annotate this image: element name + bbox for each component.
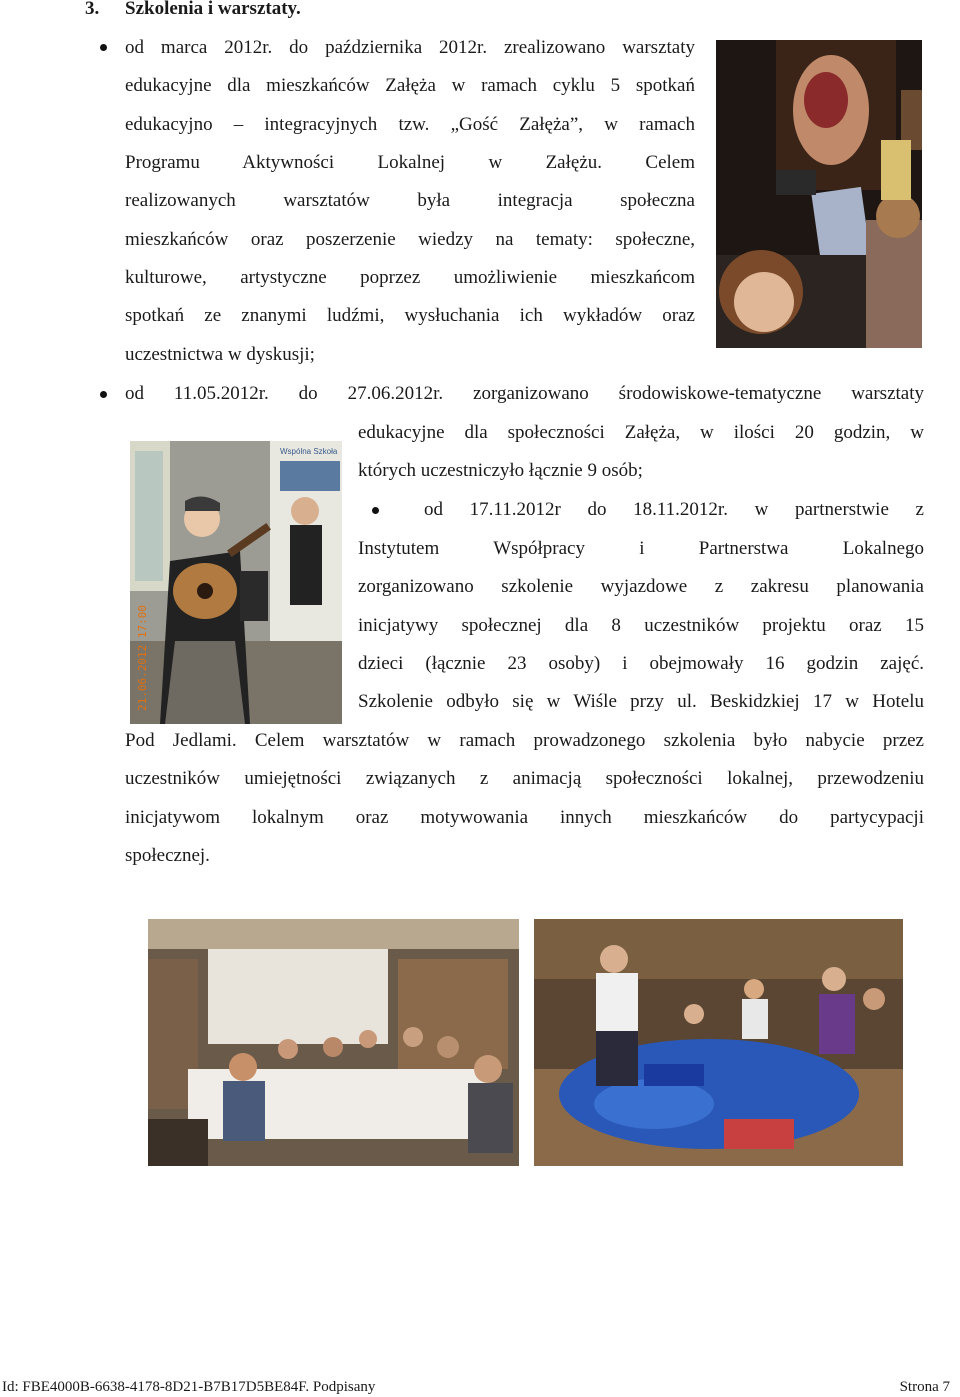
section-title: Szkolenia i warsztaty. xyxy=(125,0,301,19)
photo-children-activity xyxy=(534,919,903,1166)
photo-children-activity-graphic xyxy=(534,919,903,1166)
photo-meeting-room xyxy=(148,919,519,1166)
page-number: Strona 7 xyxy=(899,1379,950,1395)
paragraph-line: Pod Jedlami. Celem warsztatów w ramach prowadzonego szkolenia było nabycie przez xyxy=(125,730,924,751)
paragraph-line: dzieci (łącznie 23 osoby) i obejmowały 16 godzin zajęć. xyxy=(358,653,924,674)
paragraph-line: uczestników umiejętności związanych z animacją społeczności lokalnej, przewodzeniu xyxy=(125,768,924,789)
paragraph-line: edukacyjne dla mieszkańców Załęża w ramach cyklu 5 spotkań xyxy=(125,75,695,96)
bullet-marker xyxy=(372,507,379,514)
paragraph-line: spotkań ze znanymi ludźmi, wysłuchania ich wykładów oraz xyxy=(125,305,695,326)
paragraph-line: Szkolenie odbyło się w Wiśle przy ul. Beskidzkiej 17 w Hotelu xyxy=(358,691,924,712)
paragraph-line: edukacyjno – integracyjnych tzw. „Gość Załęża”, w ramach xyxy=(125,114,695,135)
paragraph-line: realizowanych warsztatów była integracja społeczna xyxy=(125,190,695,211)
photo-date-stamp: 21.06.2012 17:00 xyxy=(136,605,149,711)
photo-stage-performance xyxy=(716,40,922,348)
paragraph-line: od marca 2012r. do października 2012r. zrealizowano warsztaty xyxy=(125,37,695,58)
banner-text: Wspólna Szkoła xyxy=(280,447,338,456)
photo-stage-performance-graphic xyxy=(716,40,922,348)
document-id: Id: FBE4000B-6638-4178-8D21-B7B17D5BE84F. Podpisany xyxy=(2,1379,376,1395)
paragraph-line: od 11.05.2012r. do 27.06.2012r. zorganizowano środowiskowe-tematyczne warsztaty xyxy=(125,383,924,404)
section-heading xyxy=(85,0,301,20)
photo-guitar-performer-graphic xyxy=(130,441,342,724)
paragraph-line: Instytutem Współpracy i Partnerstwa Lokalnego xyxy=(358,538,924,559)
paragraph-line: od 17.11.2012r do 18.11.2012r. w partnerstwie z xyxy=(424,499,924,520)
paragraph-line: edukacyjne dla społeczności Załęża, w ilości 20 godzin, w xyxy=(358,422,924,443)
paragraph-line: Programu Aktywności Lokalnej w Załężu. Celem xyxy=(125,152,695,173)
paragraph-line: mieszkańców oraz poszerzenie wiedzy na tematy: społeczne, xyxy=(125,229,695,250)
bullet-marker xyxy=(100,44,107,51)
photo-meeting-room-graphic xyxy=(148,919,519,1166)
paragraph-line: zorganizowano szkolenie wyjazdowe z zakresu planowania xyxy=(358,576,924,597)
paragraph-line: których uczestniczyło łącznie 9 osób; xyxy=(358,460,643,481)
bullet-marker xyxy=(100,391,107,398)
paragraph-line: społecznej. xyxy=(125,845,210,866)
section-number: 3. xyxy=(85,0,100,19)
paragraph-line: kulturowe, artystyczne poprzez umożliwienie mieszkańcom xyxy=(125,267,695,288)
paragraph-line: inicjatywom lokalnym oraz motywowania innych mieszkańców do partycypacji xyxy=(125,807,924,828)
paragraph-line: uczestnictwa w dyskusji; xyxy=(125,344,315,365)
photo-guitar-performer xyxy=(130,441,342,724)
paragraph-line: inicjatywy społecznej dla 8 uczestników projektu oraz 15 xyxy=(358,615,924,636)
